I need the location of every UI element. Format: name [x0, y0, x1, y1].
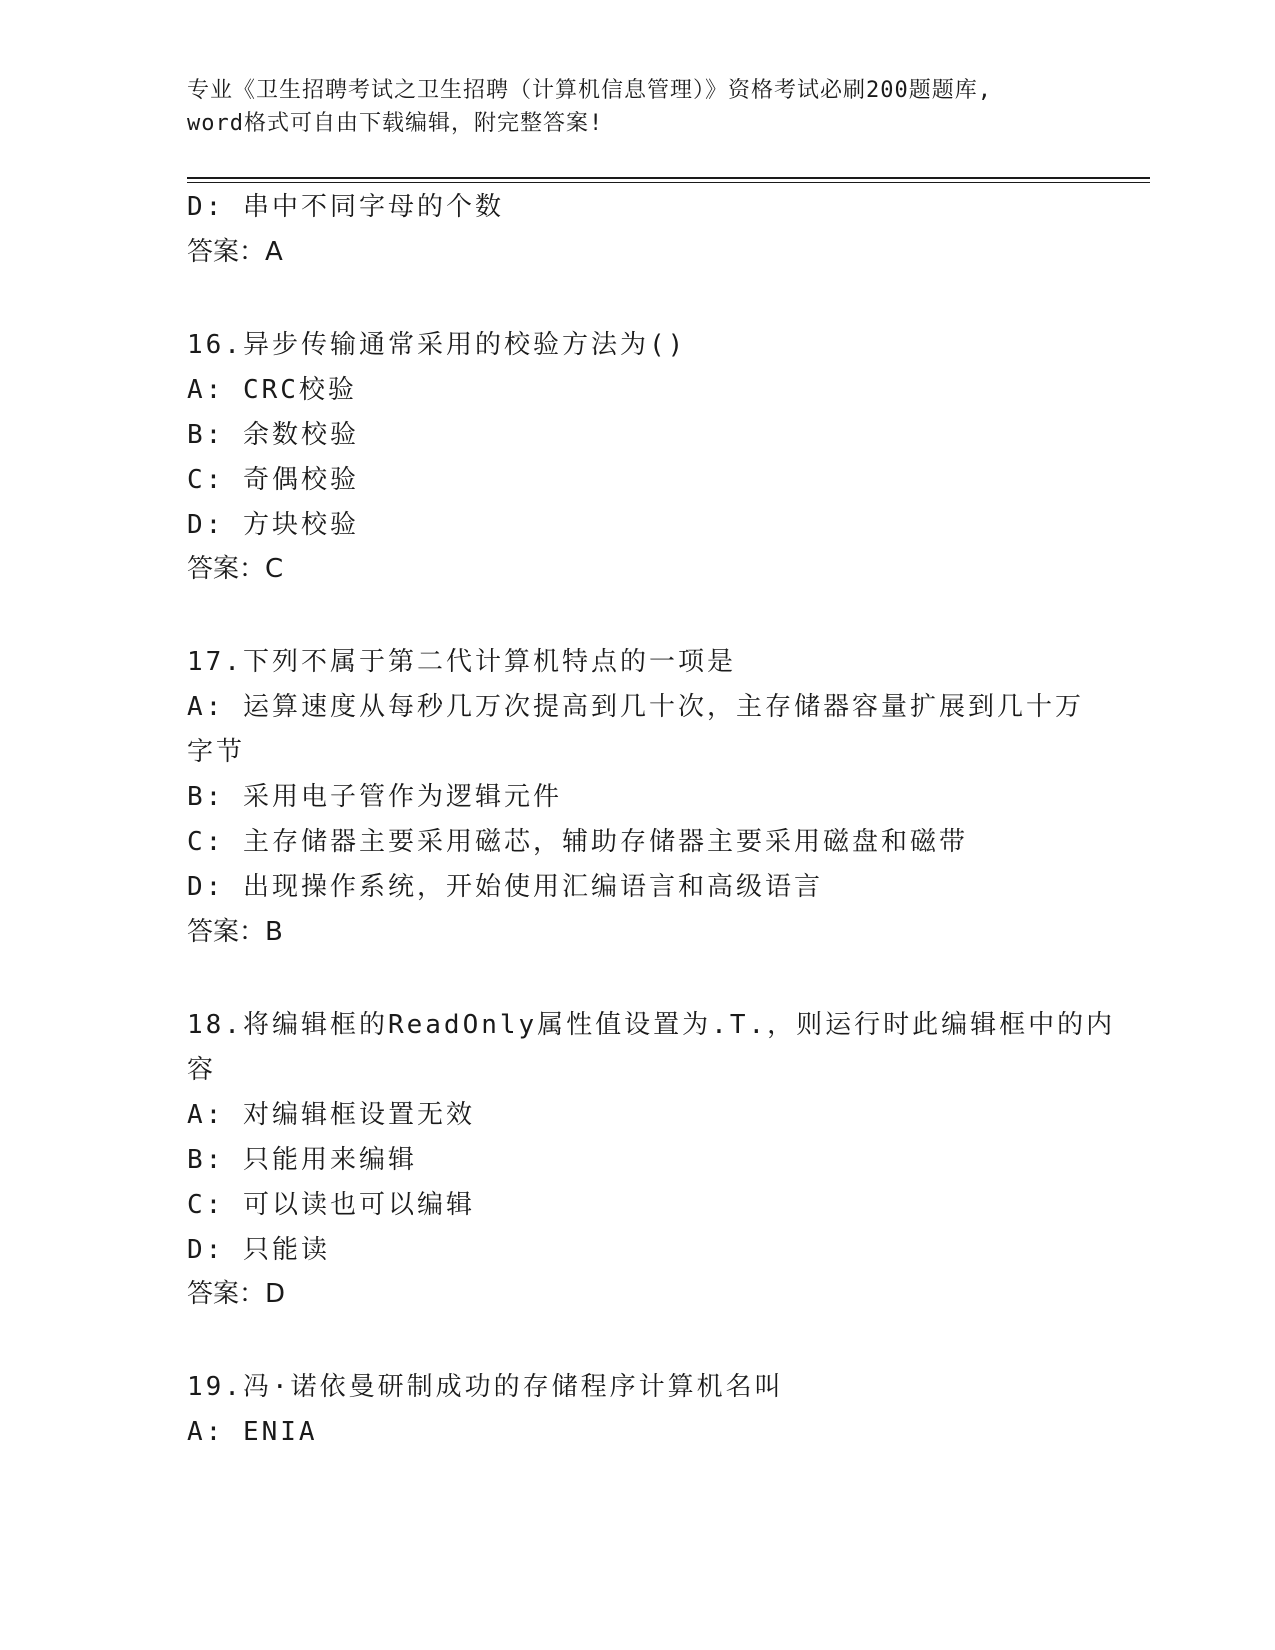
header-line-1: 专业《卫生招聘考试之卫生招聘（计算机信息管理）》资格考试必刷200题题库, — [187, 78, 992, 103]
q16-answer: 答案：C — [187, 554, 284, 584]
header-line-2: word格式可自由下载编辑，附完整答案! — [187, 111, 604, 136]
q18-option-c: C: 可以读也可以编辑 — [187, 1190, 475, 1220]
q16-option-a: A: CRC校验 — [187, 375, 357, 405]
q17-option-d: D: 出现操作系统，开始使用汇编语言和高级语言 — [187, 872, 823, 902]
q17-option-b: B: 采用电子管作为逻辑元件 — [187, 782, 562, 812]
q17-question: 17.下列不属于第二代计算机特点的一项是 — [187, 647, 736, 677]
prev-option-d: D: 串中不同字母的个数 — [187, 192, 504, 222]
q18-answer: 答案：D — [187, 1279, 286, 1309]
q18-option-a: A: 对编辑框设置无效 — [187, 1100, 475, 1130]
q17-option-a-line2: 字节 — [187, 737, 246, 767]
q17-option-a-line1: A: 运算速度从每秒几万次提高到几十次，主存储器容量扩展到几十万 — [187, 692, 1084, 722]
q16-option-c: C: 奇偶校验 — [187, 465, 359, 495]
prev-answer: 答案：A — [187, 237, 283, 267]
q16-question: 16.异步传输通常采用的校验方法为() — [187, 330, 687, 360]
q17-option-c: C: 主存储器主要采用磁芯，辅助存储器主要采用磁盘和磁带 — [187, 827, 968, 857]
document-header — [187, 74, 1087, 140]
q19-option-a: A: ENIA — [187, 1417, 318, 1447]
header-divider-thick — [187, 177, 1150, 179]
q16-option-b: B: 余数校验 — [187, 420, 359, 450]
q17-answer: 答案：B — [187, 917, 283, 947]
q18-option-d: D: 只能读 — [187, 1235, 330, 1265]
q18-question-line2: 容 — [187, 1055, 217, 1085]
q18-option-b: B: 只能用来编辑 — [187, 1145, 417, 1175]
header-divider-thin — [187, 182, 1150, 183]
q19-question: 19.冯·诺依曼研制成功的存储程序计算机名叫 — [187, 1372, 784, 1402]
q18-question-line1: 18.将编辑框的ReadOnly属性值设置为.T.，则运行时此编辑框中的内 — [187, 1010, 1116, 1040]
q16-option-d: D: 方块校验 — [187, 510, 359, 540]
